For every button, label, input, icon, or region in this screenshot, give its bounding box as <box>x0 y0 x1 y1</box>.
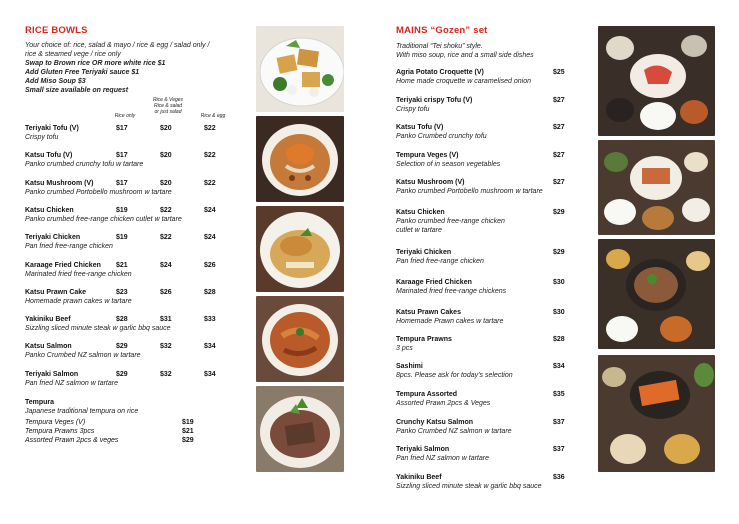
food-photo-icon <box>256 296 344 382</box>
food-photo-icon <box>256 116 344 202</box>
item-price: $22 <box>160 234 172 241</box>
menu-item <box>396 362 556 380</box>
item-price: $27 <box>553 152 565 159</box>
item-price: $22 <box>204 125 216 132</box>
item-price: $33 <box>204 316 216 323</box>
menu-item <box>396 278 556 296</box>
food-photo-icon <box>256 386 344 472</box>
item-price: $37 <box>553 446 565 453</box>
photo-salmon-set <box>598 140 715 235</box>
item-name: Katsu Tofu (V) <box>25 152 73 159</box>
item-name: Tempura Prawns <box>396 336 452 343</box>
extra-line: Small size available on request <box>25 87 129 94</box>
menu-item <box>396 208 556 235</box>
mains-title: MAINS “Gozen” set <box>396 25 488 36</box>
item-name: Katsu Salmon <box>25 343 72 350</box>
item-name: Yakiniku Beef <box>396 474 442 481</box>
item-price: $36 <box>553 474 565 481</box>
tempura-sub-price: $29 <box>182 437 194 444</box>
item-price: $24 <box>204 234 216 241</box>
photo-katsu-bowl <box>256 116 344 202</box>
item-price: $34 <box>553 363 565 370</box>
item-desc: Crispy tofu <box>25 134 59 141</box>
rice-bowls-title: RICE BOWLS <box>25 25 88 36</box>
item-desc: 8pcs. Please ask for today’s selection <box>396 372 513 379</box>
item-desc: cutlet w tartare <box>396 227 442 234</box>
menu-item <box>396 418 556 436</box>
item-desc: Home made croquette w caramelised onion <box>396 78 532 85</box>
col-header-veges: Rice & Veges Rice & salad or just salad <box>152 97 184 115</box>
menu-item <box>396 248 556 266</box>
item-price: $29 <box>553 249 565 256</box>
item-name: Yakiniku Beef <box>25 316 71 323</box>
extra-line: Add Miso Soup $3 <box>25 78 86 85</box>
item-name: Tempura <box>25 399 55 406</box>
item-price: $17 <box>116 152 128 159</box>
food-photo-icon <box>598 26 715 136</box>
photo-tofu-bowl <box>256 26 344 112</box>
food-photo-icon <box>256 26 344 112</box>
intro-line: rice & steamed vege / rice only <box>25 51 121 58</box>
menu-item <box>396 445 556 463</box>
item-name: Katsu Prawn Cakes <box>396 309 461 316</box>
item-price: $28 <box>204 289 216 296</box>
menu-item <box>396 390 556 408</box>
tempura-item <box>25 398 245 416</box>
item-price: $22 <box>160 207 172 214</box>
item-desc: Pan fried free-range chicken <box>396 258 484 265</box>
menu-item <box>396 178 556 196</box>
photo-katsu-set <box>598 355 715 472</box>
item-name: Sashimi <box>396 363 423 370</box>
item-price: $29 <box>116 371 128 378</box>
item-name: Teriyaki Chicken <box>396 249 452 256</box>
item-name: Katsu Chicken <box>396 209 445 216</box>
item-price: $23 <box>116 289 128 296</box>
item-desc: Selection of in season vegetables <box>396 161 501 168</box>
item-name: Katsu Tofu (V) <box>396 124 444 131</box>
item-name: Teriyaki Salmon <box>25 371 79 378</box>
item-name: Teriyaki Chicken <box>25 234 81 241</box>
menu-item <box>25 233 117 251</box>
item-name: Teriyaki Tofu (V) <box>25 125 79 132</box>
item-price: $24 <box>204 207 216 214</box>
menu-item <box>396 96 556 114</box>
item-price: $32 <box>160 371 172 378</box>
item-desc: Panko crumbed Portobello mushroom w tartare <box>396 188 543 195</box>
item-desc: Marinated fried free-range chickens <box>396 288 507 295</box>
item-name: Katsu Chicken <box>25 207 74 214</box>
item-desc: Pan fried NZ salmon w tartare <box>396 455 489 462</box>
item-price: $34 <box>204 371 216 378</box>
item-price: $35 <box>553 391 565 398</box>
item-desc: Panko Crumbed NZ salmon w tartare <box>396 428 512 435</box>
item-price: $28 <box>116 316 128 323</box>
food-photo-icon <box>598 239 715 349</box>
intro-line: Traditional “Tei shoku” style. <box>396 43 483 50</box>
item-name: Karaage Fried Chicken <box>396 279 472 286</box>
item-name: Katsu Mushroom (V) <box>396 179 465 186</box>
item-desc: 3 pcs <box>396 345 413 352</box>
item-price: $17 <box>116 125 128 132</box>
item-desc: Pan fried NZ salmon w tartare <box>25 380 118 387</box>
item-price: $27 <box>553 97 565 104</box>
item-price: $19 <box>116 234 128 241</box>
photo-salmon-bowl <box>256 386 344 472</box>
tempura-sub-price: $19 <box>182 419 194 426</box>
item-desc: Panko Crumbed NZ salmon w tartare <box>25 352 141 359</box>
menu-item <box>25 124 117 142</box>
item-price: $22 <box>204 152 216 159</box>
extra-line: Add Gluten Free Teriyaki sauce $1 <box>25 69 140 76</box>
menu-item <box>396 308 556 326</box>
mains-intro <box>396 42 596 60</box>
item-price: $17 <box>116 180 128 187</box>
item-price: $27 <box>553 179 565 186</box>
menu-item <box>396 335 556 353</box>
col-header-rice-only: Rice only <box>114 113 136 119</box>
item-desc: Crispy tofu <box>396 106 430 113</box>
item-name: Agria Potato Croquette (V) <box>396 69 484 76</box>
extra-line: Swap to Brown rice OR more white rice $1 <box>25 60 166 67</box>
item-name: Tempura Veges (V) <box>396 152 459 159</box>
item-price: $29 <box>116 343 128 350</box>
photo-sashimi-set <box>598 26 715 136</box>
item-desc: Sizzling sliced minute steak w garlic bbq sauce <box>25 325 171 332</box>
item-desc: Panko Crumbed crunchy tofu <box>396 133 487 140</box>
menu-item <box>396 68 556 86</box>
tempura-sub-label: Tempura Prawns 3pcs <box>25 428 95 435</box>
menu-item <box>396 123 556 141</box>
food-photo-icon <box>256 206 344 292</box>
item-price: $19 <box>116 207 128 214</box>
intro-line: Your choice of: rice, salad & mayo / rice & egg / salad only / <box>25 42 210 49</box>
item-price: $29 <box>553 209 565 216</box>
food-photo-icon <box>598 140 715 235</box>
item-name: Teriyaki crispy Tofu (V) <box>396 97 473 104</box>
item-price: $28 <box>553 336 565 343</box>
tempura-sub-price: $21 <box>182 428 194 435</box>
item-desc: Sizzling sliced minute steak w garlic bbq sauce <box>396 483 542 490</box>
item-name: Karaage Fried Chicken <box>25 262 101 269</box>
item-desc: Marinated fried free-range chicken <box>25 271 132 278</box>
item-price: $27 <box>553 124 565 131</box>
item-name: Katsu Mushroom (V) <box>25 180 94 187</box>
item-desc: Homemade Prawn cakes w tartare <box>396 318 504 325</box>
item-price: $26 <box>204 262 216 269</box>
item-price: $30 <box>553 279 565 286</box>
item-desc: Assorted Prawn 2pcs & Veges <box>396 400 491 407</box>
item-name: Crunchy Katsu Salmon <box>396 419 474 426</box>
photo-beef-bowl <box>256 296 344 382</box>
menu-item <box>396 473 556 491</box>
food-photo-icon <box>598 355 715 472</box>
item-price: $25 <box>553 69 565 76</box>
tempura-sub-label: Tempura Veges (V) <box>25 419 86 426</box>
item-name: Tempura Assorted <box>396 391 458 398</box>
item-name: Katsu Prawn Cake <box>25 289 87 296</box>
item-price: $34 <box>204 343 216 350</box>
photo-beef-set <box>598 239 715 349</box>
rice-bowls-intro <box>25 41 245 95</box>
item-price: $20 <box>160 180 172 187</box>
item-price: $20 <box>160 125 172 132</box>
item-price: $31 <box>160 316 172 323</box>
item-desc: Homemade prawn cakes w tartare <box>25 298 132 305</box>
item-name: Teriyaki Salmon <box>396 446 450 453</box>
tempura-sub-label: Assorted Prawn 2pcs & veges <box>25 437 119 444</box>
item-price: $30 <box>553 309 565 316</box>
photo-chicken-bowl <box>256 206 344 292</box>
intro-line: With miso soup, rice and a small side dishes <box>396 52 534 59</box>
item-desc: Panko crumbed Portobello mushroom w tartare <box>25 189 172 196</box>
item-price: $22 <box>204 180 216 187</box>
item-price: $20 <box>160 152 172 159</box>
menu-item <box>396 151 556 169</box>
item-desc: Panko crumbed free-range chicken <box>396 218 505 225</box>
item-desc: Panko crumbed free-range chicken cutlet w tartare <box>25 216 182 223</box>
menu-item <box>25 370 117 388</box>
item-price: $32 <box>160 343 172 350</box>
item-desc: Pan fried free-range chicken <box>25 243 113 250</box>
item-desc: Panko crumbed crunchy tofu w tartare <box>25 161 144 168</box>
item-price: $21 <box>116 262 128 269</box>
item-desc: Japanese traditional tempura on rice <box>25 408 139 415</box>
col-header-egg: Rice & egg <box>200 113 226 119</box>
item-price: $24 <box>160 262 172 269</box>
item-price: $26 <box>160 289 172 296</box>
item-price: $37 <box>553 419 565 426</box>
